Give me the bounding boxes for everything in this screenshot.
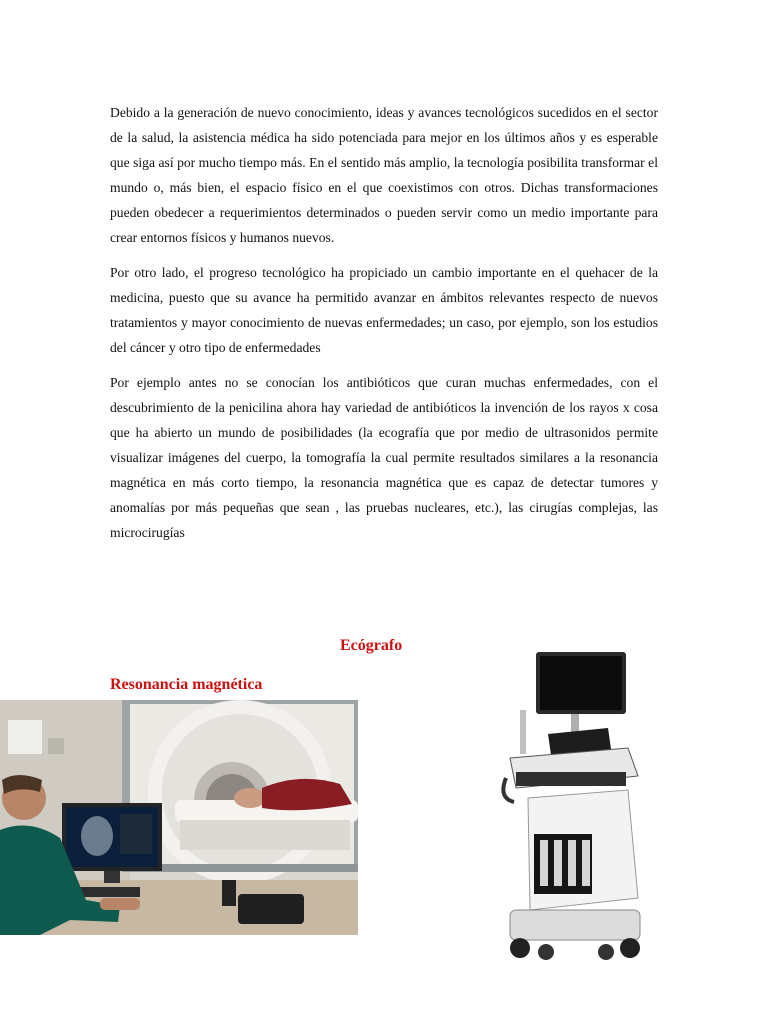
- mri-photo: [0, 700, 358, 935]
- ultrasound-photo: [488, 638, 668, 978]
- body-text: [110, 100, 658, 555]
- paragraph-1: Debido a la generación de nuevo conocimiento, ideas y avances tecnológicos sucedidos en el sector de la salud, la asistencia médica ha sido potenciada para mejor en los últimos años y es esperable que siga así por mucho tiempo más. En el sentido más amplio, la tecnología posibilita transformar el mundo o, más bien, el espacio físico en el que coexistimos con otros. Dichas transformaciones pueden obedecer a requerimientos determinados o pueden servir como un medio importante para crear entornos físicos y humanos nuevos.: [110, 105, 658, 245]
- caption-resonancia: Resonancia magnética: [110, 676, 263, 693]
- caption-ecografo: Ecógrafo: [340, 637, 403, 654]
- paragraph-2: Por otro lado, el progreso tecnológico ha propiciado un cambio importante en el quehacer de la medicina, puesto que su avance ha permitido avanzar en ámbitos relevantes respecto de nuevos tratamientos y mayor conocimiento de nuevas enfermedades; un caso, por ejemplo, son los estudios del cáncer y otro tipo de enfermedades: [110, 265, 658, 355]
- paragraph-3: Por ejemplo antes no se conocían los antibióticos que curan muchas enfermedades, con el descubrimiento de la penicilina ahora hay variedad de antibióticos la invención de los rayos x cosa que ha abierto un mundo de posibilidades (la ecografía que por medio de ultrasonidos permite visualizar imágenes del cuerpo, la tomografía la cual permite resultados similares a la resonancia magnética en más corto tiempo, la resonancia magnética que es capaz de detectar tumores y anomalías por más pequeñas que sean , las pruebas nucleares, etc.), las cirugías complejas, las microcirugías: [110, 375, 658, 540]
